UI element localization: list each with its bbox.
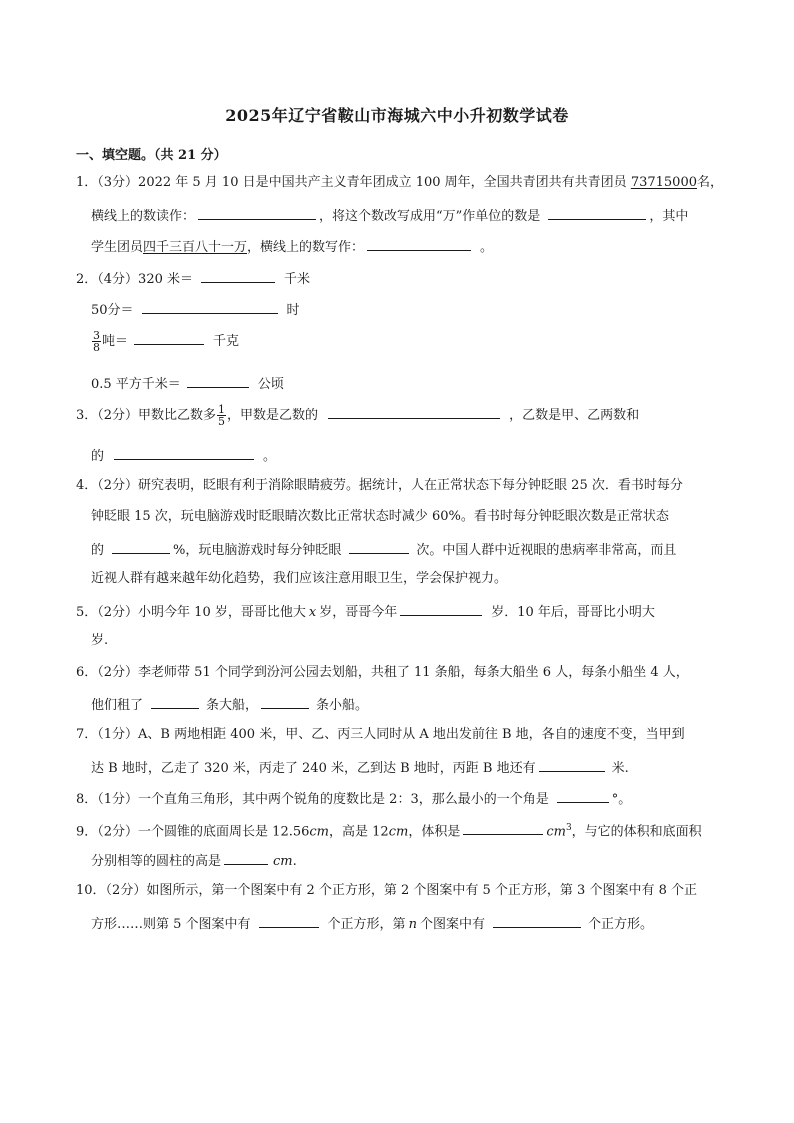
text-segment: ，高是 12 (329, 824, 389, 840)
unit-label: 千米 (284, 272, 311, 287)
question-5-text: 5．（2分）小明今年 10 岁，哥哥比他大 (76, 605, 306, 620)
question-5-line-1 (76, 601, 655, 622)
underlined-number: 73715000 (630, 175, 697, 190)
unit-cm: cm (546, 824, 566, 840)
unit-label: 公顷 (257, 377, 284, 392)
text-segment: 条小船。 (316, 698, 369, 713)
question-7-line-1 (76, 726, 685, 744)
answer-blank[interactable] (224, 850, 268, 865)
question-3-line-1 (76, 403, 639, 429)
answer-blank[interactable] (400, 601, 482, 616)
text-segment: 分别相等的圆柱的高是 (91, 854, 222, 869)
text-segment: 50分＝ (91, 303, 134, 318)
unit-cm: cm (273, 854, 293, 869)
fraction-denominator: 5 (218, 415, 226, 428)
answer-blank[interactable] (367, 236, 471, 251)
text-segment: 吨＝ (102, 334, 129, 349)
variable-n: n (408, 917, 417, 932)
question-6-line-2 (91, 694, 368, 715)
text-segment: 次。中国人群中近视眼的患病率非常高，而且 (416, 543, 677, 558)
text-segment: 近视人群有越来越年幼化趋势，我们应该注意用眼卫生，学会保护视力。 (91, 571, 508, 586)
question-2-line-1 (76, 268, 310, 289)
answer-blank[interactable] (493, 913, 581, 928)
question-2-line-3 (91, 329, 239, 355)
question-2-line-2 (91, 299, 300, 320)
text-segment: 学生团员 (91, 240, 144, 255)
question-4-line-3 (91, 539, 676, 560)
section-heading: 一、填空题。（共 21 分） (76, 148, 227, 163)
text-segment: 个正方形。 (587, 917, 653, 932)
answer-blank[interactable] (328, 404, 500, 419)
question-3-text: 3．（2分）甲数比乙数多 (76, 408, 217, 423)
question-8-line-1 (76, 788, 631, 809)
answer-blank[interactable] (142, 299, 278, 314)
page-title: 2025年辽宁省鞍山市海城六中小升初数学试卷 (225, 106, 569, 125)
answer-blank[interactable] (548, 205, 646, 220)
text-segment: 达 B 地时，乙走了 320 米，丙走了 240 米，乙到达 B 地时，丙距 B 地还有 (91, 761, 536, 776)
fraction-numerator: 3 (93, 329, 100, 342)
text-segment: ，与它的体积和底面积 (571, 824, 702, 840)
text-segment: ，横线上的数写作： (247, 240, 365, 255)
answer-blank[interactable] (557, 788, 609, 803)
question-7-text: 7．（1分）A、B 两地相距 400 米，甲、乙、丙三人同时从 A 地出发前往 B 地，各自的速度不变，当甲到 (76, 727, 685, 742)
text-segment: ，体积是 (408, 824, 461, 840)
text-segment: 0.5 平方千米＝ (91, 377, 181, 392)
superscript-3: 3 (565, 823, 572, 833)
text-segment: ，其中 (649, 209, 689, 224)
text-segment: . (292, 854, 297, 869)
question-9-line-2 (91, 850, 297, 871)
unit-cm: cm (309, 824, 330, 840)
fraction (217, 404, 226, 427)
question-4-text: 4．（2分）研究表明，眨眼有利于消除眼睛疲劳。据统计，人在正常状态下每分钟眨眼 25 次．看书时每分 (76, 478, 683, 493)
question-6-line-1 (76, 664, 689, 682)
text-segment: %，玩电脑游戏时每分钟眨眼 (173, 543, 342, 558)
question-4-line-4 (91, 570, 507, 588)
text-segment: 米. (611, 761, 629, 776)
text-segment: ，乙数是甲、乙两数和 (509, 408, 640, 423)
answer-blank[interactable] (114, 445, 254, 460)
question-5-line-2 (91, 632, 108, 650)
question-4-line-1 (76, 477, 683, 495)
question-3-line-2 (91, 445, 276, 466)
fraction (92, 330, 101, 353)
question-4-line-2 (91, 508, 669, 526)
question-8-text: 8．（1分）一个直角三角形，其中两个锐角的度数比是 2：3，那么最小的一个角是 (76, 792, 549, 807)
text-segment: 。 (263, 449, 277, 464)
answer-blank[interactable] (349, 539, 409, 554)
unit-label: 时 (286, 303, 300, 318)
answer-blank[interactable] (201, 268, 275, 283)
text-segment: 他们租了 (91, 698, 144, 713)
question-1-line-2 (91, 205, 688, 226)
text-segment: 条大船， (206, 698, 259, 713)
text-segment: 钟眨眼 15 次，玩电脑游戏时眨眼睛次数比正常状态时减少 60%。看书时每分钟眨眼次数是正常状态 (91, 509, 669, 524)
text-segment: ，将这个数改写成用“万”作单位的数是 (319, 209, 541, 224)
text-segment: 岁．10 年后，哥哥比小明大 (491, 605, 655, 620)
variable-x: x (308, 605, 317, 620)
fraction-numerator: 1 (218, 403, 226, 416)
text-segment: 方形……则第 5 个图案中有 (91, 917, 251, 932)
question-9-line-1 (76, 819, 702, 841)
text-segment: 岁. (91, 633, 109, 648)
question-2-text: 2．（4分）320 米＝ (76, 272, 193, 287)
answer-blank[interactable] (261, 694, 309, 709)
answer-blank[interactable] (187, 373, 249, 388)
text-segment: 横线上的数读作： (91, 209, 196, 224)
question-2-line-4 (91, 373, 284, 394)
answer-blank[interactable] (151, 694, 199, 709)
question-1-text: 1．（3分）2022 年 5 月 10 日是中国共产主义青年团成立 100 周年，全国共青团共有共青团员 (76, 175, 627, 190)
unit-cm: cm (388, 824, 409, 840)
question-7-line-2 (91, 757, 629, 778)
answer-blank[interactable] (539, 757, 605, 772)
answer-blank[interactable] (259, 913, 319, 928)
text-segment: 名， (697, 175, 724, 190)
underlined-number-words: 四千三百八十一万 (143, 240, 248, 255)
text-segment: °。 (611, 792, 632, 807)
text-segment: 。 (480, 240, 494, 255)
question-10-text: 10．（2分）如图所示，第一个图案中有 2 个正方形，第 2 个图案中有 5 个正方形，第 3 个图案中有 8 个正 (76, 883, 697, 898)
question-9-text: 9．（2分）一个圆锥的底面周长是 12.56 (76, 824, 310, 840)
unit-label: 千克 (213, 334, 240, 349)
answer-blank[interactable] (112, 539, 170, 554)
text-segment: 个图案中有 (419, 917, 485, 932)
text-segment: ，甲数是乙数的 (227, 408, 319, 423)
answer-blank[interactable] (463, 820, 543, 835)
question-10-line-1 (76, 882, 697, 900)
question-1-line-1 (76, 174, 723, 192)
text-segment: 个正方形，第 (327, 917, 406, 932)
question-10-line-2 (91, 913, 653, 934)
question-1-line-3 (91, 236, 493, 257)
text-segment: 的 (91, 543, 105, 558)
text-segment: 的 (91, 449, 105, 464)
answer-blank[interactable] (198, 205, 316, 220)
answer-blank[interactable] (134, 330, 204, 345)
fraction-denominator: 8 (93, 341, 100, 354)
question-6-text: 6．（2分）李老师带 51 个同学到汾河公园去划船，共租了 11 条船，每条大船坐 6 人，每条小船坐 4 人， (76, 665, 689, 680)
text-segment: 岁，哥哥今年 (319, 605, 398, 620)
